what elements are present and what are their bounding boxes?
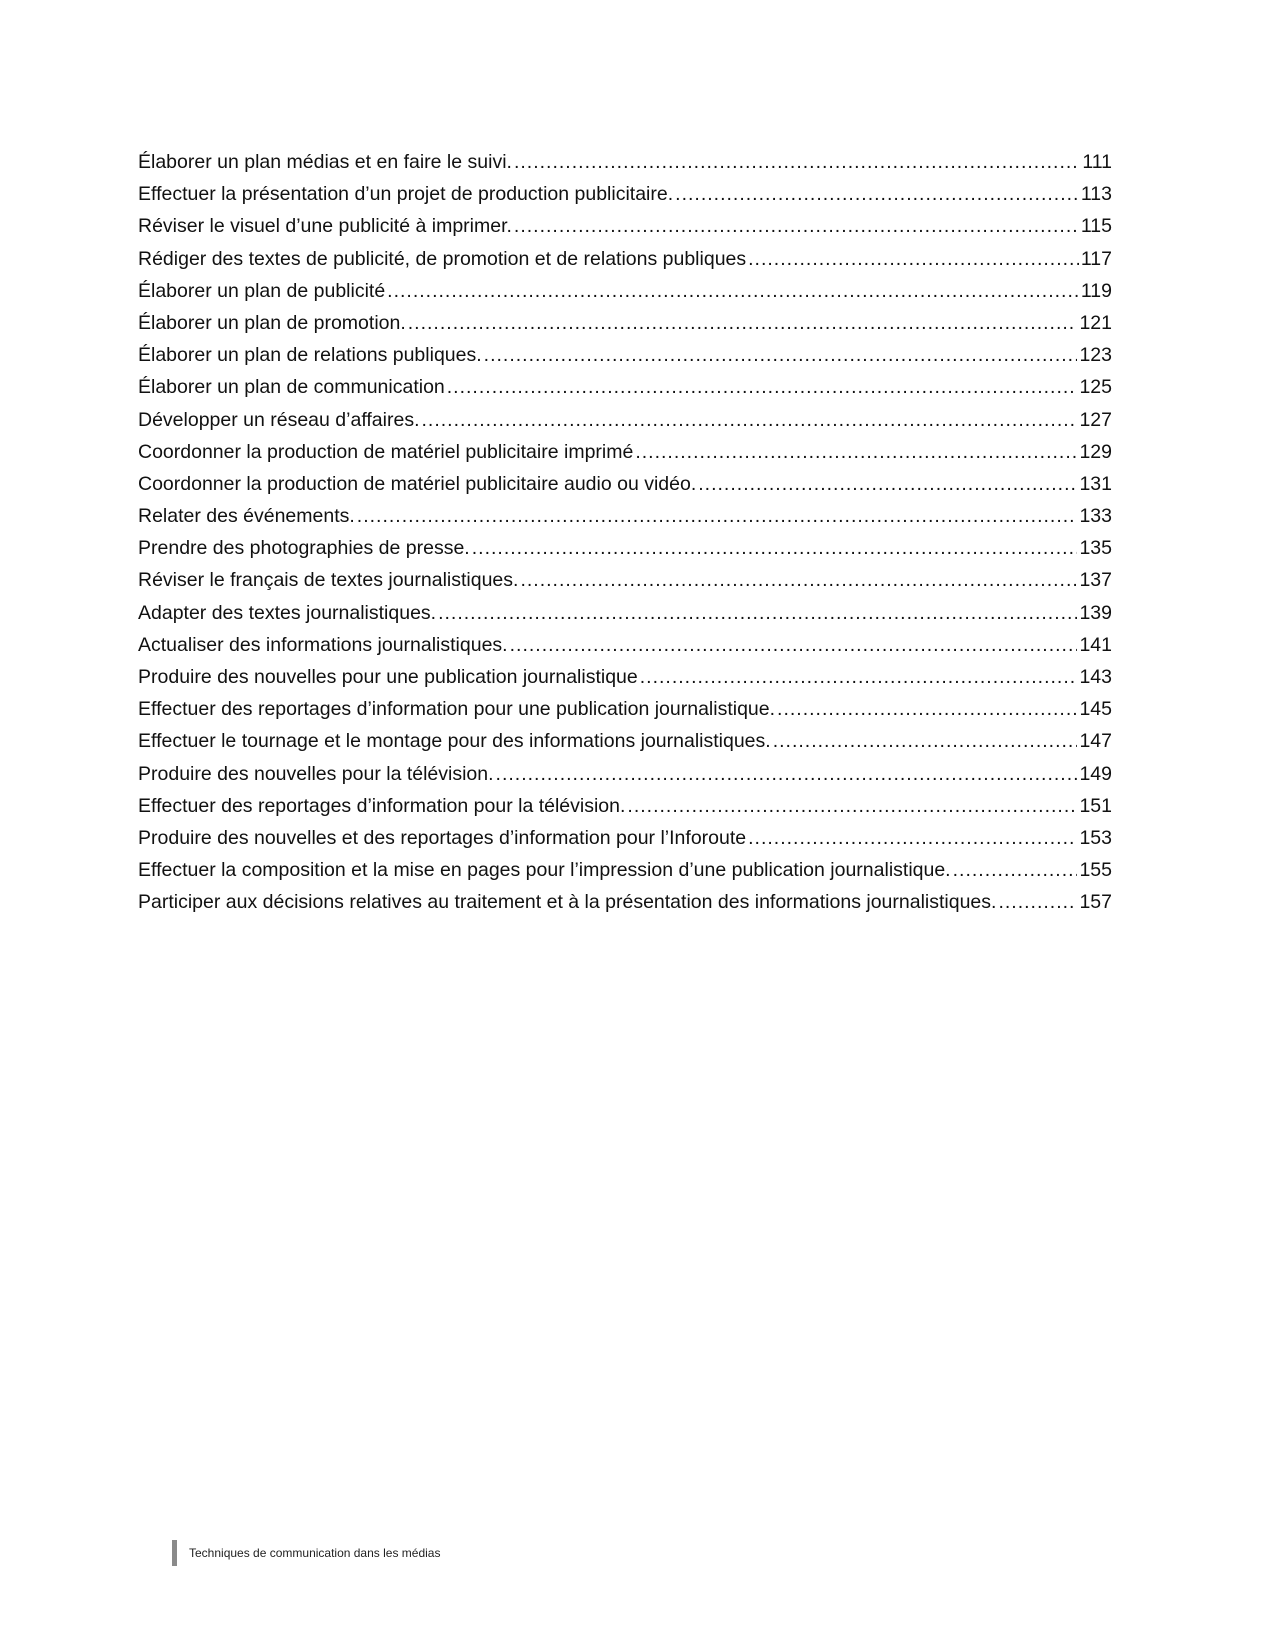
toc-entry-title: Prendre des photographies de presse. [138, 537, 470, 560]
toc-entry-page: 111 [1082, 151, 1112, 173]
toc-entry-title: Effectuer la composition et la mise en pages pour l’impression d’une publication journalistique. [138, 859, 951, 882]
toc-entry-page: 119 [1080, 279, 1112, 302]
toc-entry-title: Élaborer un plan de promotion. [138, 311, 406, 334]
toc-entry-title: Effectuer des reportages d’information pour la télévision. [138, 794, 626, 817]
toc-entry-page: 153 [1079, 826, 1112, 849]
toc-entry[interactable] [138, 854, 1112, 886]
table-of-contents [138, 146, 1112, 919]
page-footer [172, 1540, 440, 1566]
toc-entry-title: Coordonner la production de matériel publicitaire audio ou vidéo. [138, 472, 697, 495]
toc-entry-title: Réviser le français de textes journalistiques. [138, 569, 519, 592]
toc-entry[interactable] [138, 275, 1112, 307]
toc-entry[interactable] [138, 404, 1112, 436]
toc-entry-page: 141 [1079, 633, 1112, 656]
toc-dot-leader [627, 790, 1077, 822]
toc-entry-title: Effectuer la présentation d’un projet de production publicitaire. [138, 183, 674, 206]
toc-entry[interactable] [138, 500, 1112, 532]
footer-accent-bar [172, 1540, 177, 1566]
toc-entry-page: 121 [1079, 311, 1112, 334]
toc-dot-leader [357, 500, 1078, 532]
toc-entry[interactable] [138, 661, 1112, 693]
toc-entry-title: Relater des événements. [138, 505, 355, 528]
toc-entry-page: 127 [1079, 408, 1112, 431]
toc-dot-leader [387, 275, 1079, 307]
toc-entry-title: Développer un réseau d’affaires. [138, 408, 420, 431]
toc-entry-title: Élaborer un plan de communication [138, 376, 445, 399]
toc-entry[interactable] [138, 210, 1112, 242]
toc-dot-leader [514, 210, 1079, 242]
toc-dot-leader [953, 854, 1078, 886]
toc-entry-title: Réviser le visuel d’une publicité à imprimer. [138, 215, 512, 238]
toc-entry[interactable] [138, 564, 1112, 596]
toc-dot-leader [421, 404, 1077, 436]
toc-entry-page: 151 [1079, 794, 1112, 817]
toc-entry[interactable] [138, 339, 1112, 371]
toc-entry-page: 113 [1080, 183, 1112, 206]
toc-entry-page: 135 [1079, 537, 1112, 560]
toc-entry-title: Produire des nouvelles pour la télévision. [138, 762, 494, 785]
toc-entry-title: Produire des nouvelles et des reportages d’information pour l’Inforoute [138, 826, 747, 849]
toc-dot-leader [773, 725, 1078, 757]
toc-entry-page: 155 [1079, 859, 1112, 882]
toc-entry[interactable] [138, 725, 1112, 757]
toc-entry-page: 129 [1079, 440, 1112, 463]
toc-dot-leader [408, 307, 1078, 339]
toc-entry-title: Coordonner la production de matériel publicitaire imprimé [138, 440, 634, 463]
toc-dot-leader [748, 822, 1077, 854]
toc-entry[interactable] [138, 178, 1112, 210]
toc-entry-page: 139 [1079, 601, 1112, 624]
toc-entry-page: 133 [1079, 505, 1112, 528]
toc-entry[interactable] [138, 243, 1112, 275]
toc-dot-leader [998, 886, 1077, 918]
toc-entry[interactable] [138, 822, 1112, 854]
toc-dot-leader [447, 371, 1078, 403]
toc-dot-leader [438, 597, 1077, 629]
toc-dot-leader [472, 532, 1078, 564]
toc-entry-page: 115 [1080, 215, 1112, 238]
toc-entry[interactable] [138, 146, 1112, 178]
toc-entry-page: 117 [1080, 247, 1112, 270]
toc-dot-leader [675, 178, 1079, 210]
toc-entry-title: Actualiser des informations journalistiques. [138, 633, 508, 656]
toc-dot-leader [496, 758, 1078, 790]
toc-entry[interactable] [138, 758, 1112, 790]
toc-entry[interactable] [138, 886, 1112, 918]
toc-entry-page: 123 [1079, 344, 1112, 367]
toc-entry[interactable] [138, 532, 1112, 564]
toc-entry-page: 131 [1079, 472, 1112, 495]
toc-dot-leader [748, 243, 1079, 275]
toc-entry-title: Élaborer un plan de publicité [138, 279, 386, 302]
toc-entry-title: Élaborer un plan de relations publiques. [138, 344, 482, 367]
toc-entry-page: 143 [1079, 666, 1112, 688]
toc-entry-title: Élaborer un plan médias et en faire le suivi. [138, 151, 512, 173]
toc-dot-leader [635, 436, 1077, 468]
toc-entry-page: 157 [1079, 891, 1112, 914]
toc-entry-page: 145 [1079, 698, 1112, 721]
toc-entry-title: Adapter des textes journalistiques. [138, 601, 437, 624]
footer-title: Techniques de communication dans les médias [189, 1546, 441, 1560]
toc-entry-title: Effectuer des reportages d’information pour une publication journalistique. [138, 698, 776, 721]
toc-dot-leader [520, 564, 1077, 596]
toc-entry[interactable] [138, 371, 1112, 403]
toc-entry-page: 149 [1079, 762, 1112, 785]
toc-dot-leader [777, 693, 1077, 725]
toc-entry[interactable] [138, 790, 1112, 822]
toc-dot-leader [484, 339, 1078, 371]
toc-entry-page: 147 [1079, 730, 1112, 753]
toc-entry-title: Participer aux décisions relatives au traitement et à la présentation des informations journalistiques. [138, 891, 997, 914]
toc-dot-leader [640, 661, 1078, 693]
toc-entry-page: 137 [1079, 569, 1112, 592]
toc-entry[interactable] [138, 629, 1112, 661]
toc-entry-title: Effectuer le tournage et le montage pour des informations journalistiques. [138, 730, 771, 753]
toc-entry[interactable] [138, 436, 1112, 468]
toc-entry-title: Produire des nouvelles pour une publication journalistique [138, 666, 638, 688]
toc-entry[interactable] [138, 468, 1112, 500]
toc-entry[interactable] [138, 597, 1112, 629]
toc-entry[interactable] [138, 693, 1112, 725]
toc-entry[interactable] [138, 307, 1112, 339]
toc-entry-page: 125 [1079, 376, 1112, 399]
toc-entry-title: Rédiger des textes de publicité, de promotion et de relations publiques [138, 247, 747, 270]
toc-dot-leader [514, 146, 1080, 178]
toc-dot-leader [510, 629, 1078, 661]
toc-dot-leader [698, 468, 1077, 500]
